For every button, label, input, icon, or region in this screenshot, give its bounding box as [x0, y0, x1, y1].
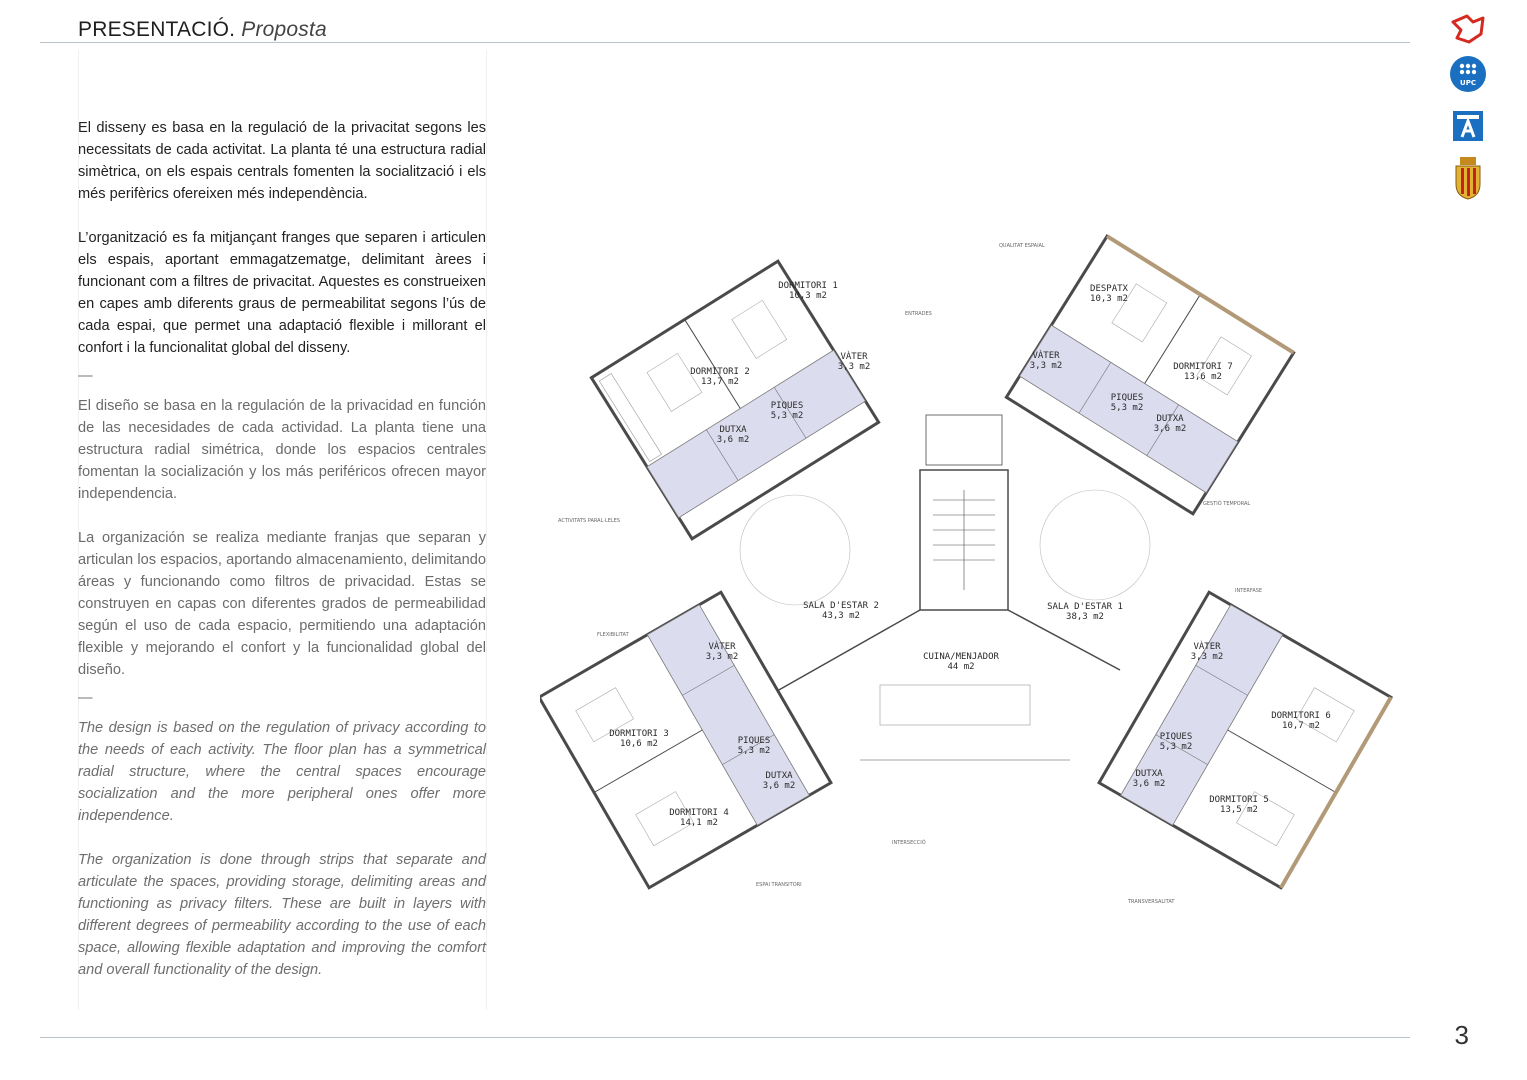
description-text	[78, 117, 486, 1003]
room-label: DORMITORI 3 10,6 m2	[609, 729, 669, 749]
room-label: DORMITORI 4 14,1 m2	[669, 808, 729, 828]
etsav-icon	[1446, 12, 1490, 46]
room-label: VÀTER 3,3 m2	[1029, 351, 1063, 371]
annotation: ESPAI TRANSITORI	[756, 882, 802, 888]
page-header	[78, 18, 327, 42]
room-label: PIQUES 5,3 m2	[1159, 732, 1193, 752]
separator: —	[78, 690, 93, 706]
footer-rule	[40, 1037, 1410, 1038]
floor-plan	[540, 170, 1410, 950]
room-label: VÀTER 3,3 m2	[705, 642, 739, 662]
wing-sw	[540, 592, 831, 888]
annotation: TRANSVERSALITAT	[1128, 899, 1175, 905]
room-label: DUTXA 3,6 m2	[1153, 414, 1187, 434]
svg-text:UPC: UPC	[1460, 79, 1476, 87]
room-label: VÀTER 3,3 m2	[837, 352, 871, 372]
room-label: DORMITORI 6 10,7 m2	[1271, 711, 1331, 731]
separator: —	[78, 368, 93, 384]
floor-plan-drawing	[540, 170, 1410, 950]
page-subtitle: Proposta	[241, 18, 327, 41]
room-label: DORMITORI 7 13,6 m2	[1173, 362, 1233, 382]
annotation: ACTIVITATS PARAL·LELES	[558, 518, 621, 524]
annotation: QUALITAT ESPAIAL	[999, 243, 1045, 249]
annotation: GESTIÓ TEMPORAL	[1203, 501, 1251, 507]
wing-nw	[591, 261, 878, 539]
room-label: DORMITORI 5 13,5 m2	[1209, 795, 1269, 815]
guide-line	[486, 50, 487, 1010]
page-title: PRESENTACIÓ.	[78, 18, 236, 41]
room-label: CUINA/MENJADOR 44 m2	[923, 652, 999, 672]
paragraph-ca-2: L’organització es fa mitjançant franges que separen i articulen els espais, aportant emmagatzematge, delimitant àrees i funcionant com a filtres de privacitat. Aquestes es construeixen en capes amb diferents graus de permeabilitat segons l’ús de cada espai, que permet una adaptació flexible i millorant el confort i la funcionalitat global del disseny.	[78, 230, 486, 356]
dining-table	[880, 685, 1030, 725]
paragraph-ca-1: El disseny es basa en la regulació de la privacitat segons les necessitats de cada activitat. La planta té una estructura radial simètrica, on els espais centrals fomenten la socialització i els més perifèrics ofereixen més independència.	[78, 120, 486, 202]
page-number: 3	[1454, 1020, 1469, 1050]
room-label: DESPATX 10,3 m2	[1090, 284, 1128, 304]
coat-of-arms-icon	[1446, 156, 1490, 200]
paragraph-en-2: The organization is done through strips that separate and articulate the spaces, providing storage, delimiting areas and functioning as privacy filters. These are built in layers with different degrees of permeability according to the use of each space, allowing flexible adaptation and improving the comfort and overall functionality of the design.	[78, 852, 486, 978]
header-rule	[40, 42, 1410, 43]
room-label: PIQUES 5,3 m2	[1110, 393, 1144, 413]
room-label: SALA D'ESTAR 1 38,3 m2	[1047, 602, 1123, 622]
wing-se	[1099, 592, 1391, 888]
room-label: PIQUES 5,3 m2	[770, 401, 804, 421]
room-label: VÀTER 3,3 m2	[1190, 642, 1224, 662]
room-label: DUTXA 3,6 m2	[762, 771, 796, 791]
paragraph-es-1: El diseño se basa en la regulación de la privacidad en función de las necesidades de cada actividad. La planta tiene una estructura radial simétrica, donde los espacios centrales fomentan la socialización y los más periféricos ofrecen mayor independencia.	[78, 398, 486, 502]
entrance-vestibule	[926, 415, 1002, 465]
annotation: INTERSECCIÓ	[892, 840, 926, 846]
paragraph-es-2: La organización se realiza mediante franjas que separan y articulan los espacios, aportando almacenamiento, delimitando áreas y funcionando como filtros de privacidad. Estas se construyen en capas con diferentes grados de permeabilidad según el uso de cada espacio, permitiendo una adaptación flexible y mejorando el confort y la funcionalidad global del diseño.	[78, 530, 486, 678]
room-label: DORMITORI 2 13,7 m2	[690, 367, 750, 387]
room-label: DORMITORI 1 10,3 m2	[778, 281, 838, 301]
paragraph-en-1: The design is based on the regulation of privacy according to the needs of each activity. The floor plan has a symmetrical radial structure, where the central spaces encourage socialization and the more peripheral ones offer more independence.	[78, 720, 486, 824]
upc-icon	[1446, 55, 1490, 93]
room-label: DUTXA 3,6 m2	[1132, 769, 1166, 789]
annotation: INTERFASE	[1235, 588, 1263, 594]
school-a-icon	[1446, 109, 1490, 143]
room-label: SALA D'ESTAR 2 43,3 m2	[803, 601, 879, 621]
annotation: ENTRADES	[905, 311, 932, 317]
annotation: FLEXIBILITAT	[597, 632, 629, 638]
room-label: PIQUES 5,3 m2	[737, 736, 771, 756]
room-label: DUTXA 3,6 m2	[716, 425, 750, 445]
wing-ne	[1006, 236, 1293, 514]
